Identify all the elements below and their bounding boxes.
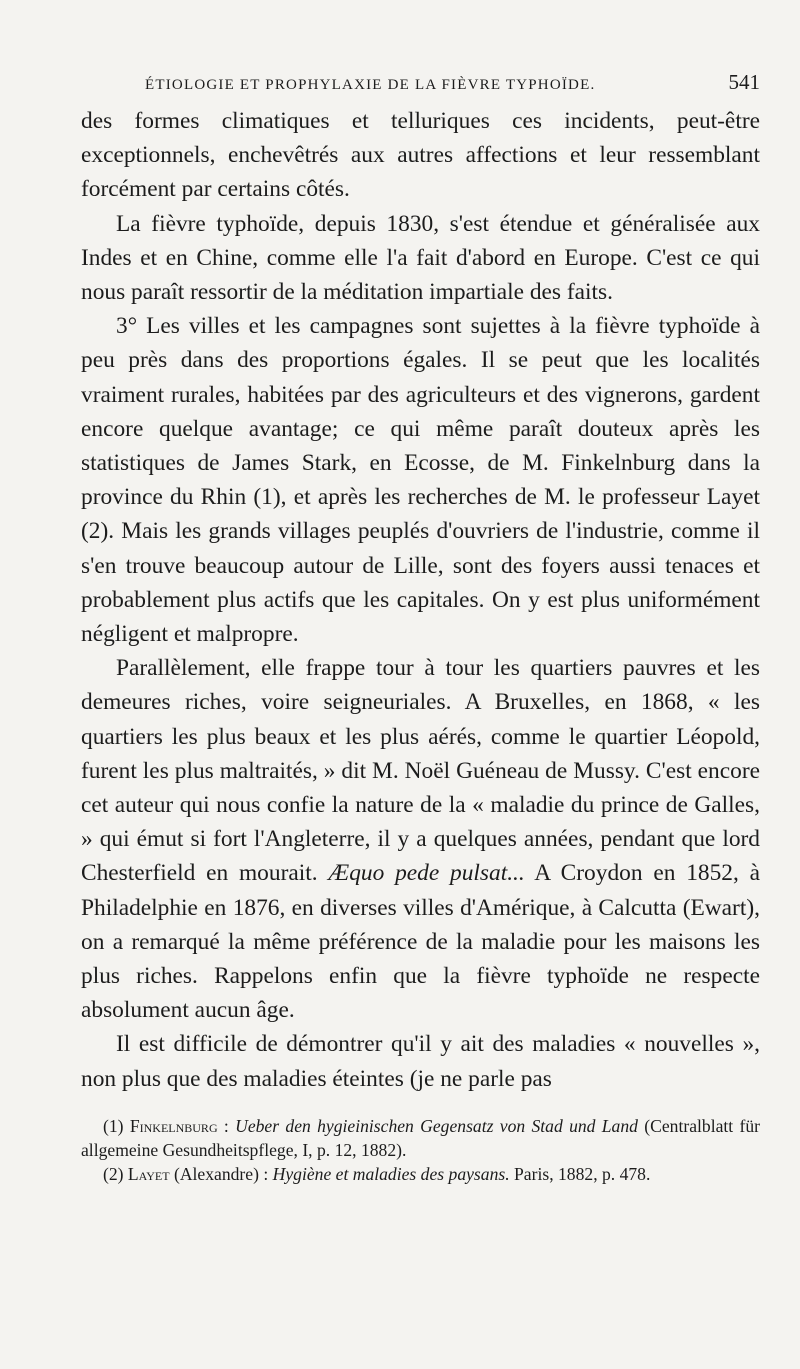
paragraph-quartiers-text-after: A Croydon en 1852, à Philadelphie en 1876, en diverses villes d'Amérique, à Calcutta (Ewart), on a remarqué la même préférence de la maladie pour les maisons les plus riches. Rappelons enfin que la fièvre typhoïde ne respecte absolument aucun âge. <box>81 860 760 1024</box>
footnote-1-marker: (1) <box>103 1115 124 1136</box>
running-header <box>81 70 760 104</box>
footnote-2-source: Paris, 1882, p. 478. <box>509 1163 651 1184</box>
running-title: ÉTIOLOGIE ET PROPHYLAXIE DE LA FIÈVRE TYPHOÏDE. <box>145 77 596 93</box>
footnote-2-separator: (Alexandre) : <box>169 1163 273 1184</box>
footnote-1 <box>81 1114 760 1162</box>
paragraph-quartiers <box>81 651 760 1027</box>
latin-quote: Æquo pede pulsat... <box>328 860 525 887</box>
page-number: 541 <box>728 70 760 94</box>
body-text <box>81 104 760 1096</box>
footnote-2-title: Hygiène et maladies des paysans. <box>272 1163 510 1184</box>
paragraph-maladies-nouvelles: Il est difficile de démontrer qu'il y ait des maladies « nouvelles », non plus que des maladies éteintes (je ne parle pas <box>81 1031 760 1092</box>
paragraph-generalisation: La fièvre typhoïde, depuis 1830, s'est étendue et généralisée aux Indes et en Chine, comme elle l'a fait d'abord en Europe. C'est ce qui nous paraît ressortir de la méditation impartiale des faits. <box>81 210 760 306</box>
footnote-2 <box>81 1162 760 1186</box>
paragraph-villes-campagnes: 3° Les villes et les campagnes sont sujettes à la fièvre typhoïde à peu près dans des proportions égales. Il se peut que les localités vraiment rurales, habitées par des agriculteurs et des vignerons, gardent encore quelque avantage; ce qui même paraît douteux après les statistiques de James Stark, en Ecosse, de M. Finkelnburg dans la province du Rhin (1), et après les recherches de M. le professeur Layet (2). Mais les grands villages peuplés d'ouvriers de l'industrie, comme il s'en trouve beaucoup autour de Lille, sont des foyers aussi tenaces et probablement plus actifs que les capitales. On y est plus uniformément négligent et malpropre. <box>81 313 760 648</box>
footnote-1-separator: : <box>217 1115 236 1136</box>
footnote-2-marker: (2) <box>103 1163 124 1184</box>
footnotes <box>81 1114 760 1186</box>
paragraph-quartiers-text-before: Parallèlement, elle frappe tour à tour les quartiers pauvres et les demeures riches, voire seigneuriales. A Bruxelles, en 1868, « les quartiers les plus beaux et les plus aérés, comme le quartier Léopold, furent les plus maltraités, » dit M. Noël Guéneau de Mussy. C'est encore cet auteur qui nous confie la nature de la « maladie du prince de Galles, » qui émut si fort l'Angleterre, il y a quelques années, pendant que lord Chesterfield en mourait. <box>81 655 760 887</box>
footnote-2-author: Layet <box>127 1163 170 1184</box>
footnote-1-author: Finkelnburg <box>129 1115 218 1136</box>
paragraph-continuation: des formes climatiques et telluriques ces incidents, peut-être exceptionnels, enchevêtrés aux autres affections et leur ressemblant forcément par certains côtés. <box>81 108 760 203</box>
footnote-1-title: Ueber den hygieinischen Gegensatz von Stad und Land <box>235 1115 638 1136</box>
footnote-1-source: (Centralblatt für allgemeine Gesundheitspflege, I, p. 12, 1882). <box>81 1115 761 1160</box>
